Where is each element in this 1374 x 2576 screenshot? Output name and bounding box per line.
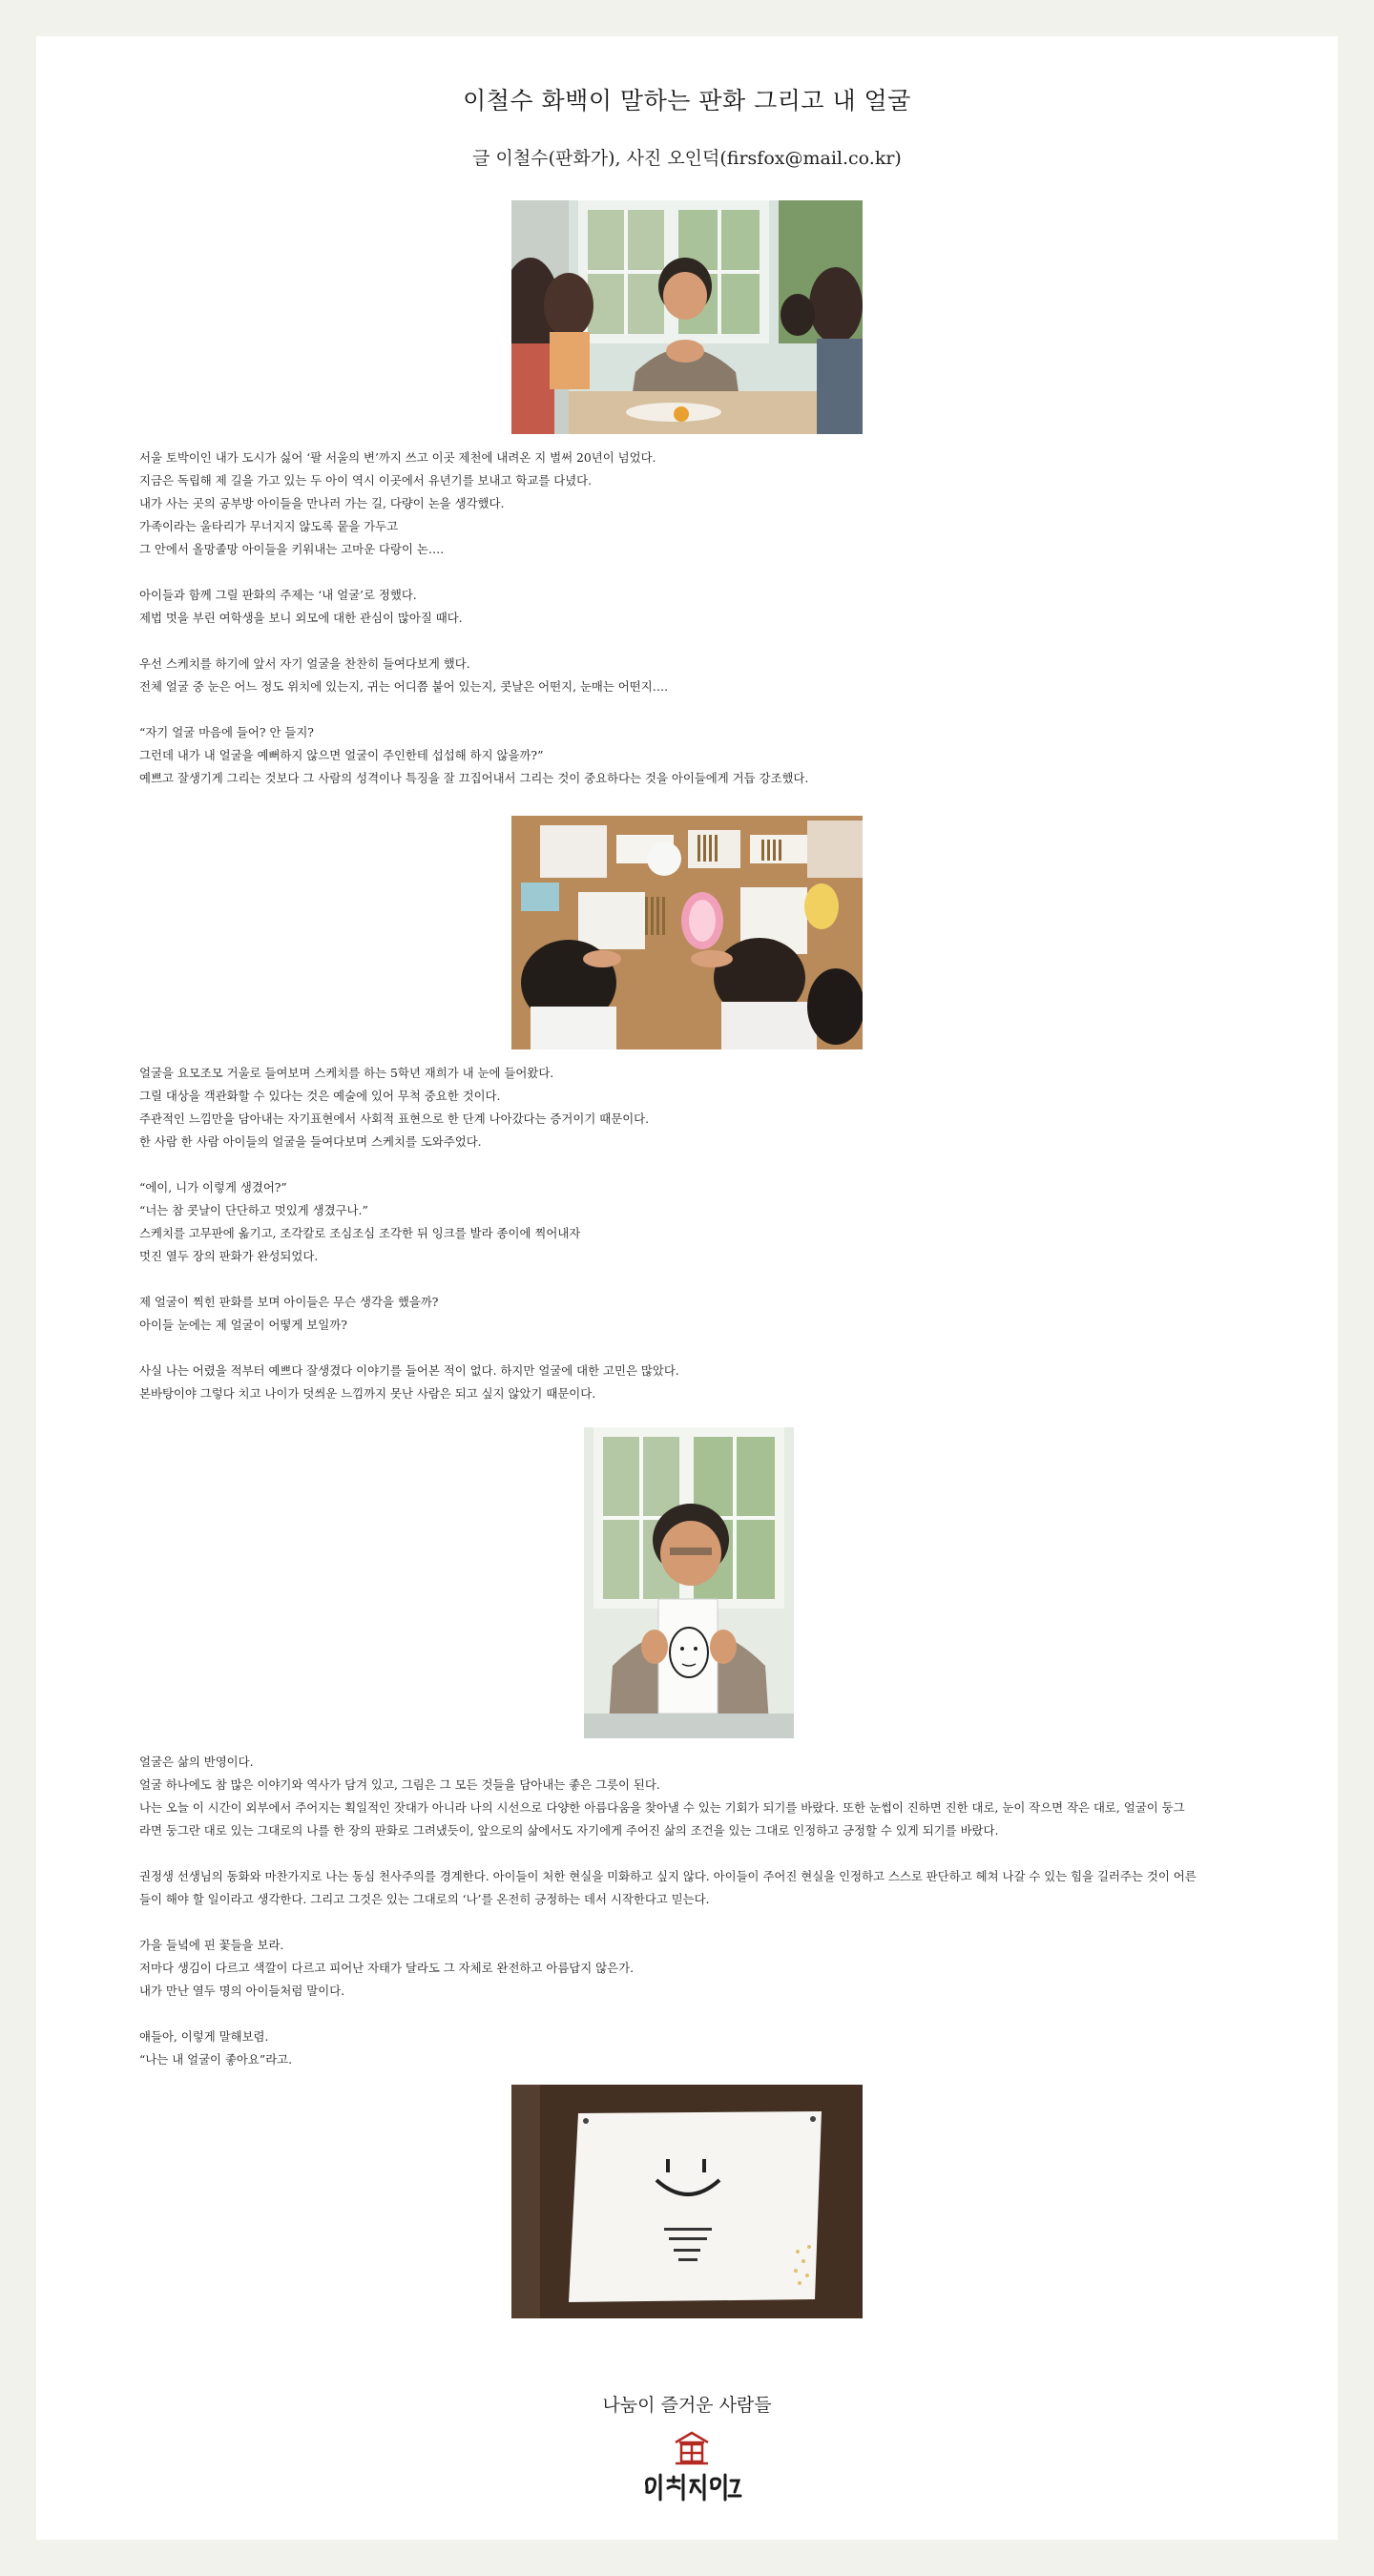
text-line: 나는 오늘 이 시간이 외부에서 주어지는 획일적인 잣대가 아니라 나의 시선으로 다양한 아름다움을 찾아낼 수 있는 기회가 되기를 바랐다. 또한 눈썹이 진하면 진한 대로, 눈이 작으면 작은 대로, 얼굴이 둥그: [139, 1800, 1185, 1815]
paragraph-spacer: [139, 1153, 1275, 1176]
section-2-text: [139, 1062, 1275, 1405]
paragraph-spacer: [139, 1337, 1275, 1360]
paragraph-spacer: [139, 1842, 1275, 1865]
text-line: 멋진 열두 장의 판화가 완성되었다.: [139, 1249, 319, 1263]
text-line: 스케치를 고무판에 옮기고, 조각칼로 조심조심 조각한 뒤 잉크를 발라 종이에 찍어내자: [139, 1226, 581, 1240]
article-page: [36, 36, 1338, 2540]
text-line: 지금은 독립해 제 길을 가고 있는 두 아이 역시 이곳에서 유년기를 보내고 학교를 다녔다.: [139, 473, 593, 488]
text-line: 얘들아, 이렇게 말해보렴.: [139, 2029, 269, 2044]
text-line: “나는 내 얼굴이 좋아요”라고.: [139, 2052, 293, 2067]
text-line: 전체 얼굴 중 눈은 어느 정도 위치에 있는지, 귀는 어디쯤 붙어 있는지, 콧날은 어떤지, 눈매는 어떤지….: [139, 679, 669, 694]
text-line: 저마다 생김이 다르고 색깔이 다르고 피어난 자태가 달라도 그 자체로 완전하고 아름답지 않은가.: [139, 1961, 635, 1975]
text-line: 가을 들녘에 핀 꽃들을 보라.: [139, 1938, 284, 1952]
paragraph-spacer: [139, 2003, 1275, 2025]
photo-smiley-print: [511, 2085, 863, 2318]
text-line: “자기 얼굴 마음에 들어? 안 들지?: [139, 725, 314, 739]
article-title: 이철수 화백이 말하는 판화 그리고 내 얼굴: [463, 87, 911, 114]
text-line: 내가 만난 열두 명의 아이들처럼 말이다.: [139, 1984, 345, 1998]
section-3-text: [139, 1751, 1275, 2071]
text-line: 한 사람 한 사람 아이들의 얼굴을 들여다보며 스케치를 도와주었다.: [139, 1134, 482, 1149]
text-line: 라면 둥그란 대로 있는 그대로의 나를 한 장의 판화로 그려냈듯이, 앞으로의 삶에서도 자기에게 주어진 삶의 조건을 있는 그대로 인정하고 긍정할 수 있게 되기를 바랐다.: [139, 1823, 999, 1838]
text-line: 아이들 눈에는 제 얼굴이 어떻게 보일까?: [139, 1318, 347, 1332]
text-line: 그 안에서 올망졸망 아이들을 키워내는 고마운 다랑이 논….: [139, 542, 445, 556]
text-line: “에이, 니가 이렇게 생겼어?”: [139, 1180, 287, 1195]
text-line: 얼굴은 삶의 반영이다.: [139, 1755, 254, 1769]
text-line: 본바탕이야 그렇다 치고 나이가 덧씌운 느낌까지 못난 사람은 되고 싶지 않았기 때문이다.: [139, 1386, 596, 1401]
text-line: 얼굴을 요모조모 거울로 들여보며 스케치를 하는 5학년 재희가 내 눈에 들어왔다.: [139, 1066, 554, 1080]
paragraph-spacer: [139, 1268, 1275, 1291]
text-line: 들이 해야 할 일이라고 생각한다. 그리고 그것은 있는 그대로의 ‘나’를 온전히 긍정하는 데서 시작한다고 믿는다.: [139, 1892, 710, 1906]
text-line: 그런데 내가 내 얼굴을 예뻐하지 않으면 얼굴이 주인한테 섭섭해 하지 않을까?”: [139, 748, 544, 762]
article-byline: 글 이철수(판화가), 사진 오인덕(firsfox@mail.co.kr): [472, 148, 902, 169]
section-1-text: [139, 447, 1275, 790]
footer-tagline: 나눔이 즐거운 사람들: [602, 2395, 772, 2416]
text-line: 예쁘고 잘생기게 그리는 것보다 그 사람의 성격이나 특징을 잘 끄집어내서 그리는 것이 중요하다는 것을 아이들에게 거듭 강조했다.: [139, 771, 809, 785]
text-line: 권정생 선생님의 동화와 마찬가지로 나는 동심 천사주의를 경계한다. 아이들이 처한 현실을 미화하고 싶지 않다. 아이들이 주어진 현실을 인정하고 스스로 판단하고 헤쳐 나갈 수 있는 힘을 길러주는 것이 어른: [139, 1869, 1197, 1883]
text-line: 제법 멋을 부린 여학생을 보니 외모에 대한 관심이 많아질 때다.: [139, 611, 463, 625]
paragraph-spacer: [139, 630, 1275, 653]
text-line: “너는 참 콧날이 단단하고 멋있게 생겼구나.”: [139, 1203, 368, 1217]
house-logo-icon: [639, 2429, 744, 2511]
photo-artist-holding-print: [584, 1427, 794, 1738]
photo-artist-with-children: [511, 200, 863, 434]
text-line: 얼굴 하나에도 참 많은 이야기와 역사가 담겨 있고, 그림은 그 모든 것들을 담아내는 좋은 그릇이 된다.: [139, 1777, 660, 1792]
text-line: 사실 나는 어렸을 적부터 예쁘다 잘생겼다 이야기를 들어본 적이 없다. 하지만 얼굴에 대한 고민은 많았다.: [139, 1363, 679, 1378]
text-line: 가족이라는 울타리가 무너지지 않도록 뭍을 가두고: [139, 519, 399, 533]
photo-children-carving: [511, 816, 863, 1049]
paragraph-spacer: [139, 1911, 1275, 1934]
text-line: 우선 스케치를 하기에 앞서 자기 얼굴을 찬찬히 들여다보게 했다.: [139, 656, 470, 671]
text-line: 서울 토박이인 내가 도시가 싫어 ‘팔 서울의 변’까지 쓰고 이곳 제천에 내려온 지 벌써 20년이 넘었다.: [139, 450, 656, 465]
text-line: 제 얼굴이 찍힌 판화를 보며 아이들은 무슨 생각을 했을까?: [139, 1295, 439, 1309]
text-line: 주관적인 느낌만을 담아내는 자기표현에서 사회적 표현으로 한 단계 나아갔다는 증거이기 때문이다.: [139, 1111, 650, 1126]
text-line: 아이들과 함께 그릴 판화의 주제는 ‘내 얼굴’로 정했다.: [139, 588, 417, 602]
paragraph-spacer: [139, 561, 1275, 584]
text-line: 내가 사는 곳의 공부방 아이들을 만나러 가는 길, 다량이 논을 생각했다.: [139, 496, 505, 510]
paragraph-spacer: [139, 698, 1275, 721]
text-line: 그릴 대상을 객관화할 수 있다는 것은 예술에 있어 무척 중요한 것이다.: [139, 1089, 501, 1103]
